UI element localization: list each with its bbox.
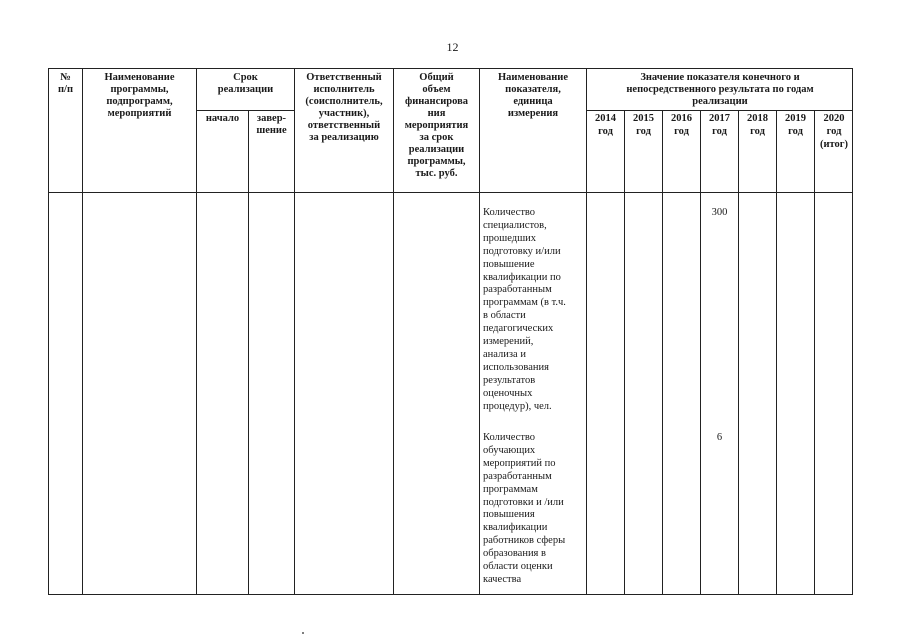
header-term-start: начало: [205, 113, 240, 124]
column-divider: [586, 68, 587, 595]
header-program-name: Наименование программы, подпрограмм, мероприятий: [104, 72, 175, 119]
header-year-2016: 2016 год: [671, 113, 692, 137]
value-2017-events: 6: [716, 432, 723, 443]
indicator-training-events: Количество обучающих мероприятий по разработанным программам подготовки и /или повышения квалификации работников сферы образования в области оценки качества: [483, 432, 566, 585]
header-year-2019: 2019 год: [785, 113, 806, 137]
page-number: 12: [446, 40, 459, 54]
column-divider: [814, 110, 815, 595]
header-term: Срок реализации: [217, 72, 274, 95]
column-divider: [294, 68, 295, 595]
column-divider: [624, 110, 625, 595]
header-year-2018: 2018 год: [747, 113, 768, 137]
row-divider: [196, 110, 294, 111]
column-divider: [738, 110, 739, 595]
header-values-group: Значение показателя конечного и непосредственного результата по годам реализации: [626, 72, 814, 107]
column-divider: [196, 68, 197, 595]
header-year-2014: 2014 год: [595, 113, 616, 137]
column-divider: [776, 110, 777, 595]
header-row-number: № п/п: [57, 72, 74, 95]
header-financing: Общий объем финансирова ния мероприятия за срок реализации программы, тыс. руб.: [404, 72, 469, 179]
header-indicator: Наименование показателя, единица измерения: [498, 72, 568, 119]
column-divider: [479, 68, 480, 595]
column-divider: [82, 68, 83, 595]
row-divider: [48, 192, 853, 193]
column-divider: [700, 110, 701, 595]
header-term-end: завер- шение: [256, 113, 287, 136]
value-2017-specialists: 300: [711, 207, 728, 218]
header-year-2017: 2017 год: [709, 113, 730, 137]
column-divider: [662, 110, 663, 595]
row-divider: [586, 110, 853, 111]
scan-speck: [302, 632, 304, 634]
indicator-specialists-trained: Количество специалистов, прошедших подготовку и/или повышение квалификации по разработанным программам (в т.ч. в области педагогических измерений, анализа и использования результатов оценочных процедур), чел.: [483, 207, 566, 412]
header-executor: Ответственный исполнитель (соисполнитель, участник), ответственный за реализацию: [305, 72, 383, 143]
column-divider: [248, 110, 249, 595]
header-year-2015: 2015 год: [633, 113, 654, 137]
header-year-2020: 2020 год (итог): [819, 113, 849, 150]
